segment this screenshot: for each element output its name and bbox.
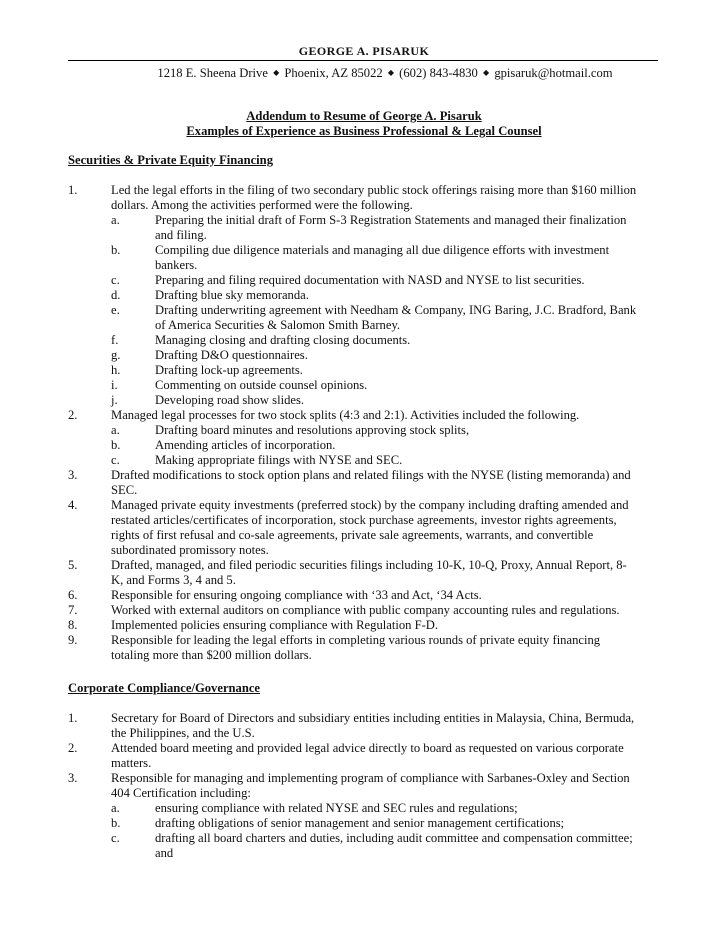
sub-item-text-line: ensuring compliance with related NYSE and SEC rules and regulations;	[155, 801, 518, 815]
sub-item	[111, 453, 660, 468]
item-text-line: Responsible for ensuring ongoing compliance with ‘33 and Act, ‘34 Acts.	[111, 588, 482, 602]
item-number: 4.	[68, 498, 78, 512]
item-text-line: Attended board meeting and provided legal advice directly to board as requested on various corporate	[111, 741, 624, 755]
sub-item	[111, 831, 660, 861]
sub-item	[111, 393, 660, 408]
email-text: gpisaruk@hotmail.com	[494, 66, 613, 80]
item-text-line: Managed legal processes for two stock splits (4:3 and 2:1). Activities included the following.	[111, 408, 580, 422]
list-item	[68, 618, 660, 633]
sub-item-text-line: Commenting on outside counsel opinions.	[155, 378, 368, 392]
sub-item-letter: c.	[111, 273, 120, 287]
sub-item-text-line: Drafting underwriting agreement with Needham & Company, ING Baring, J.C. Bradford, Bank	[155, 303, 637, 317]
sub-item-text-line: bankers.	[155, 258, 198, 272]
sub-item	[111, 333, 660, 348]
list-item	[68, 771, 660, 861]
item-text-line: Responsible for leading the legal efforts in completing various rounds of private equity financing	[111, 633, 601, 647]
sub-item	[111, 303, 660, 333]
sub-item-text-line: Preparing and filing required documentation with NASD and NYSE to list securities.	[155, 273, 585, 287]
item-text-line: Drafted, managed, and filed periodic securities filings including 10-K, 10-Q, Proxy, Annual Report, 8-	[111, 558, 627, 572]
sub-item	[111, 243, 660, 273]
item-text-line: K, and Forms 3, 4 and 5.	[111, 573, 236, 587]
securities-list	[68, 183, 660, 663]
sub-item	[111, 273, 660, 288]
governance-list	[68, 711, 660, 861]
item-number: 1.	[68, 183, 78, 197]
item-number: 6.	[68, 588, 78, 602]
sub-item	[111, 816, 660, 831]
list-item	[68, 498, 660, 558]
list-item	[68, 741, 660, 771]
sub-item-letter: c.	[111, 453, 120, 467]
sub-item	[111, 423, 660, 438]
diamond-separator-icon: ◆	[273, 68, 280, 77]
item-number: 1.	[68, 711, 78, 725]
city-text: Phoenix, AZ 85022	[284, 66, 383, 80]
sub-item-text-line: Drafting blue sky memoranda.	[155, 288, 309, 302]
list-item	[68, 558, 660, 588]
list-item	[68, 408, 660, 468]
title-line-1: Addendum to Resume of George A. Pisaruk	[246, 109, 482, 123]
list-item	[68, 183, 660, 408]
item-number: 3.	[68, 771, 78, 785]
sub-item-letter: b.	[111, 243, 121, 257]
item-text-line: totaling more than $200 million dollars.	[111, 648, 312, 662]
item-text-line: Secretary for Board of Directors and subsidiary entities including entities in Malaysia, China, Bermuda,	[111, 711, 635, 725]
sub-item	[111, 438, 660, 453]
item-text-line: the Philippines, and the U.S.	[111, 726, 255, 740]
phone-text: (602) 843-4830	[399, 66, 478, 80]
section-heading-governance: Corporate Compliance/Governance	[68, 681, 261, 695]
item-text-line: subordinated promissory notes.	[111, 543, 269, 557]
item-text-line: restated articles/certificates of incorporation, stock purchase agreements, investor rights agreements,	[111, 513, 617, 527]
diamond-separator-icon: ◆	[483, 68, 490, 77]
item-text-line: Managed private equity investments (preferred stock) by the company including drafting amended and	[111, 498, 629, 512]
sub-item-letter: b.	[111, 816, 121, 830]
item-text-line: Led the legal efforts in the filing of two secondary public stock offerings raising more than $160 million	[111, 183, 637, 197]
sub-item	[111, 801, 660, 816]
document-title	[0, 109, 728, 139]
sub-item	[111, 378, 660, 393]
item-number: 5.	[68, 558, 78, 572]
list-item	[68, 468, 660, 498]
sub-item-text-line: Developing road show slides.	[155, 393, 305, 407]
sub-item	[111, 363, 660, 378]
item-number: 2.	[68, 408, 78, 422]
item-text-line: matters.	[111, 756, 152, 770]
title-line-2: Examples of Experience as Business Professional & Legal Counsel	[186, 124, 542, 138]
item-number: 9.	[68, 633, 78, 647]
sub-item-text-line: Compiling due diligence materials and managing all due diligence efforts with investment	[155, 243, 610, 257]
sub-item-text-line: drafting all board charters and duties, including audit committee and compensation committee;	[155, 831, 633, 845]
sub-item-text-line: Managing closing and drafting closing documents.	[155, 333, 411, 347]
contact-line	[0, 65, 728, 81]
sub-item-letter: a.	[111, 213, 120, 227]
sub-item-text-line: of America Securities & Salomon Smith Barney.	[155, 318, 401, 332]
item-text-line: Worked with external auditors on compliance with public company accounting rules and regulations.	[111, 603, 620, 617]
sub-item-letter: a.	[111, 801, 120, 815]
item-text-line: Responsible for managing and implementing program of compliance with Sarbanes-Oxley and Section	[111, 771, 630, 785]
author-name: GEORGE A. PISARUK	[298, 44, 430, 58]
sub-item	[111, 348, 660, 363]
sub-item-text-line: Making appropriate filings with NYSE and SEC.	[155, 453, 403, 467]
sub-item-text-line: Drafting lock-up agreements.	[155, 363, 303, 377]
sub-item-text-line: Drafting D&O questionnaires.	[155, 348, 308, 362]
sub-item-text-line: Drafting board minutes and resolutions approving stock splits,	[155, 423, 470, 437]
list-item	[68, 603, 660, 618]
item-number: 3.	[68, 468, 78, 482]
sub-item-letter: d.	[111, 288, 121, 302]
list-item	[68, 588, 660, 603]
header-divider	[68, 60, 658, 61]
sub-item-letter: b.	[111, 438, 121, 452]
sub-item-text-line: and filing.	[155, 228, 207, 242]
item-text-line: Implemented policies ensuring compliance with Regulation F-D.	[111, 618, 439, 632]
item-text-line: rights of first refusal and co-sale agreements, private sale agreements, warrants, and convertible	[111, 528, 594, 542]
item-text-line: Drafted modifications to stock option plans and related filings with the NYSE (listing memoranda) and	[111, 468, 631, 482]
item-text-line: SEC.	[111, 483, 138, 497]
section-heading-securities: Securities & Private Equity Financing	[68, 153, 273, 167]
sub-item-text-line: Preparing the initial draft of Form S-3 Registration Statements and managed their finalization	[155, 213, 627, 227]
item-text-line: 404 Certification including:	[111, 786, 251, 800]
address-text: 1218 E. Sheena Drive	[157, 66, 268, 80]
sub-item-letter: h.	[111, 363, 121, 377]
item-number: 7.	[68, 603, 78, 617]
item-text-line: dollars. Among the activities performed were the following.	[111, 198, 413, 212]
sub-item	[111, 288, 660, 303]
item-number: 2.	[68, 741, 78, 755]
sub-item-letter: c.	[111, 831, 120, 845]
sub-item-text-line: and	[155, 846, 174, 860]
item-number: 8.	[68, 618, 78, 632]
sub-item-letter: e.	[111, 303, 120, 317]
list-item	[68, 711, 660, 741]
list-item	[68, 633, 660, 663]
sub-item-letter: a.	[111, 423, 120, 437]
diamond-separator-icon: ◆	[387, 68, 394, 77]
sub-item	[111, 213, 660, 243]
sub-item-letter: g.	[111, 348, 121, 362]
sub-item-text-line: drafting obligations of senior management and senior management certifications;	[155, 816, 565, 830]
sub-item-letter: i.	[111, 378, 118, 392]
sub-item-letter: j.	[111, 393, 118, 407]
sub-item-letter: f.	[111, 333, 119, 347]
sub-item-text-line: Amending articles of incorporation.	[155, 438, 336, 452]
